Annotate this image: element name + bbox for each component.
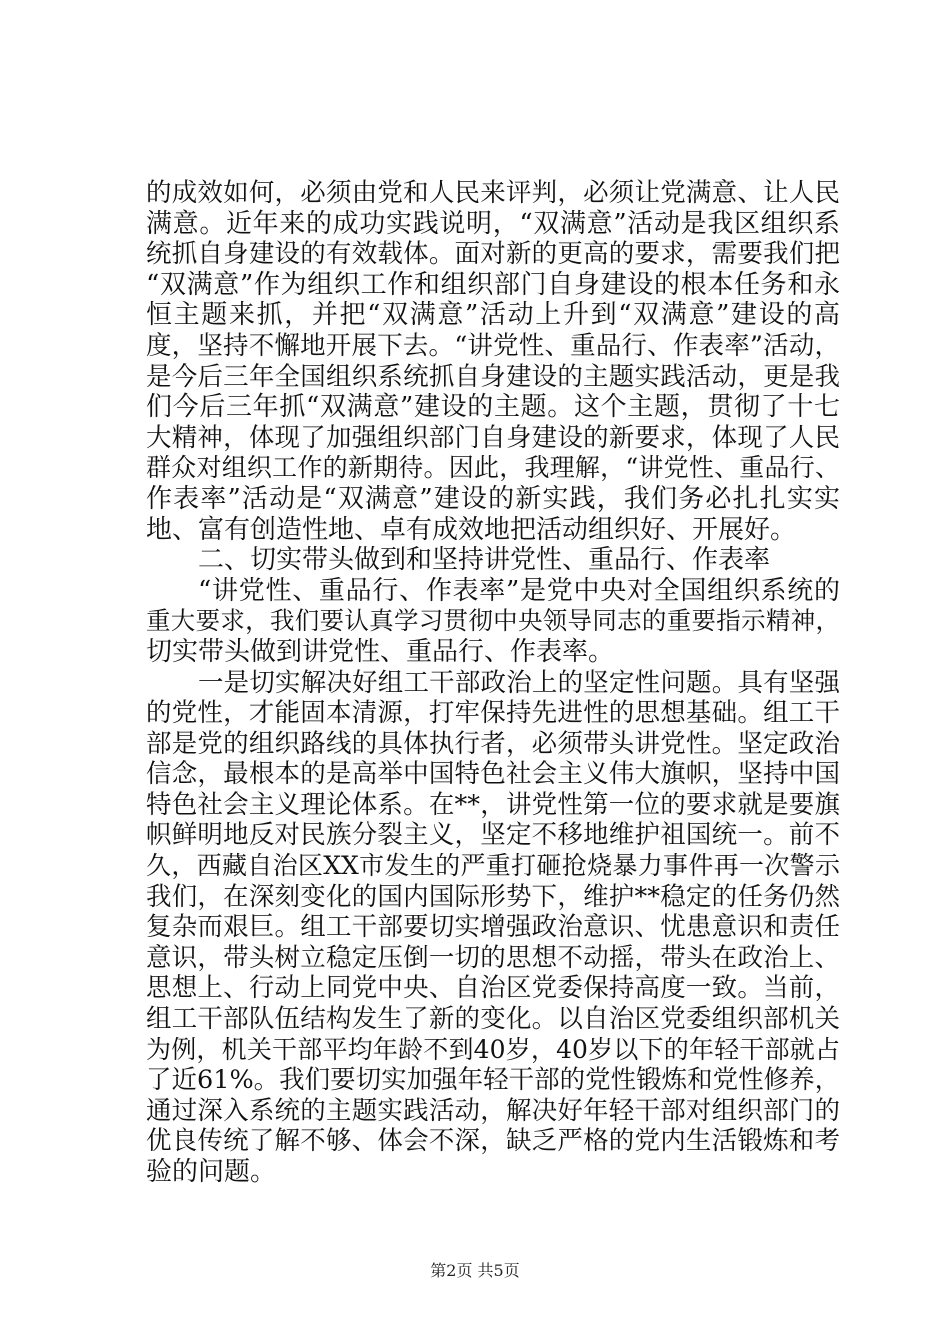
paragraph-line: 切实带头做到讲党性、重品行、作表率。 bbox=[146, 636, 615, 667]
paragraph-line: 思想上、行动上同党中央、自治区党委保持高度一致。当前， bbox=[146, 973, 840, 1004]
paragraph-line: 大精神，体现了加强组织部门自身建设的新要求，体现了人民 bbox=[146, 422, 840, 453]
paragraph-line: 特色社会主义理论体系。在**，讲党性第一位的要求就是要旗 bbox=[146, 789, 840, 820]
paragraph-line: “双满意”作为组织工作和组织部门自身建设的根本任务和永 bbox=[146, 269, 840, 300]
paragraph-line: 久，西藏自治区XX市发生的严重打砸抢烧暴力事件再一次警示 bbox=[146, 851, 840, 881]
paragraph-line: 恒主题来抓，并把“双满意”活动上升到“双满意”建设的高 bbox=[146, 300, 840, 331]
paragraph-line: 地、富有创造性地、卓有成效地把活动组织好、开展好。 bbox=[146, 514, 797, 545]
paragraph-line: 验的问题。 bbox=[146, 1157, 277, 1187]
paragraph-line: 为例，机关干部平均年龄不到40岁，40岁以下的年轻干部就占 bbox=[146, 1034, 840, 1064]
paragraph-line: 组工干部队伍结构发生了新的变化。以自治区党委组织部机关 bbox=[146, 1004, 840, 1035]
document-body bbox=[146, 178, 840, 1188]
paragraph-line: 意识，带头树立稳定压倒一切的思想不动摇，带头在政治上、 bbox=[146, 942, 840, 973]
page-number: 第2页 共5页 bbox=[430, 1261, 520, 1280]
paragraph-line: 我们，在深刻变化的国内国际形势下，维护**稳定的任务仍然 bbox=[146, 881, 840, 912]
paragraph-line: 帜鲜明地反对民族分裂主义，坚定不移地维护祖国统一。前不 bbox=[146, 820, 840, 851]
paragraph-line: 统抓自身建设的有效载体。面对新的更高的要求，需要我们把 bbox=[146, 239, 840, 270]
paragraph-line: 是今后三年全国组织系统抓自身建设的主题实践活动，更是我 bbox=[146, 361, 840, 392]
paragraph-line: 了近61%。我们要切实加强年轻干部的党性锻炼和党性修养， bbox=[146, 1065, 841, 1096]
paragraph-line: 们今后三年抓“双满意”建设的主题。这个主题，贯彻了十七 bbox=[146, 392, 840, 423]
paragraph-line: 一是切实解决好组工干部政治上的坚定性问题。具有坚强 bbox=[198, 667, 840, 698]
paragraph-line: 满意。近年来的成功实践说明，“双满意”活动是我区组织系 bbox=[146, 208, 840, 239]
paragraph-line: 优良传统了解不够、体会不深，缺乏严格的党内生活锻炼和考 bbox=[146, 1126, 840, 1157]
paragraph-line: 通过深入系统的主题实践活动，解决好年轻干部对组织部门的 bbox=[146, 1095, 840, 1126]
paragraph-line: 群众对组织工作的新期待。因此，我理解，“讲党性、重品行、 bbox=[146, 453, 840, 483]
paragraph-line: 部是党的组织路线的具体执行者，必须带头讲党性。坚定政治 bbox=[146, 728, 840, 759]
paragraph-line: 重大要求，我们要认真学习贯彻中央领导同志的重要指示精神， bbox=[146, 606, 840, 636]
paragraph-line: “讲党性、重品行、作表率”是党中央对全国组织系统的 bbox=[198, 575, 840, 606]
section-heading: 二、切实带头做到和坚持讲党性、重品行、作表率 bbox=[198, 545, 771, 576]
paragraph-line: 作表率”活动是“双满意”建设的新实践，我们务必扎扎实实 bbox=[146, 483, 840, 514]
paragraph-line: 信念，最根本的是高举中国特色社会主义伟大旗帜，坚持中国 bbox=[146, 759, 840, 790]
paragraph-line: 度，坚持不懈地开展下去。“讲党性、重品行、作表率”活动， bbox=[146, 330, 840, 361]
paragraph-line: 复杂而艰巨。组工干部要切实增强政治意识、忧患意识和责任 bbox=[146, 912, 840, 943]
paragraph-line: 的党性，才能固本清源，打牢保持先进性的思想基础。组工干 bbox=[146, 698, 840, 729]
paragraph-line: 的成效如何，必须由党和人民来评判，必须让党满意、让人民 bbox=[146, 178, 840, 208]
